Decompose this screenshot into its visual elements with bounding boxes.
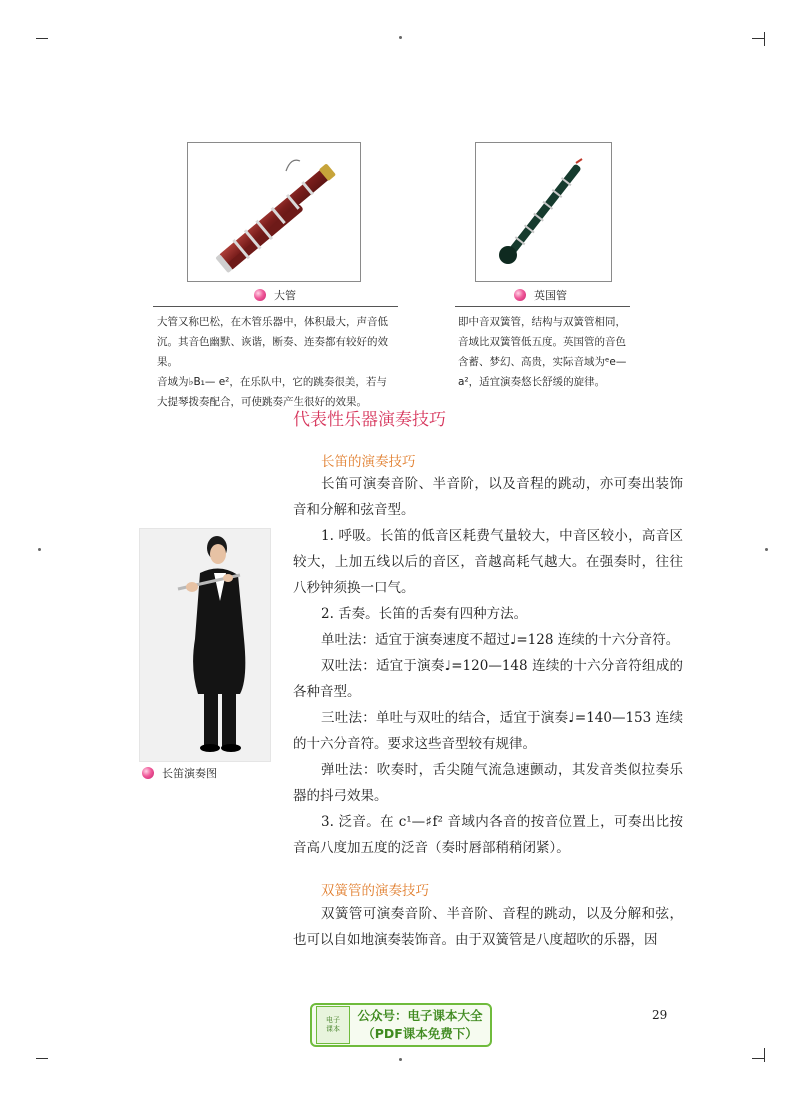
desc-line: a²，适宜演奏悠长舒缓的旋律。	[458, 376, 606, 388]
desc-line: 含蓄、梦幻、高贵，实际音域为ᵉe—	[458, 356, 627, 368]
book-logo-icon	[316, 1006, 350, 1044]
logo-line: 电子	[326, 1016, 340, 1024]
crop-mark	[764, 1048, 765, 1062]
english-horn-caption	[514, 287, 567, 303]
flute-paragraph: 弹吐法：吹奏时，舌尖随气流急速颤动，其发音类似拉奏乐器的抖弓效果。	[293, 762, 683, 804]
crop-mark	[36, 1058, 48, 1059]
desc-line: 大提琴拨奏配合，可使跳奏产生很好的效果。	[157, 396, 367, 408]
desc-line: 沉。其音色幽默、诙谐，断奏、连奏都有较好的效果。	[157, 336, 388, 368]
stamp-line: 公众号：电子课本大全	[357, 1008, 483, 1023]
bassoon-caption-rule	[153, 306, 398, 307]
crop-mark	[752, 38, 764, 39]
flute-paragraph: 2. 舌奏。长笛的舌奏有四种方法。	[321, 606, 528, 622]
flute-paragraph: 长笛可演奏音阶、半音阶，以及音程的跳动，亦可奏出装饰音和分解和弦音型。	[293, 476, 683, 518]
flute-paragraph: 双吐法：适宜于演奏♩=120—148 连续的十六分音符组成的各种音型。	[293, 658, 683, 700]
registration-dot	[399, 36, 402, 39]
bassoon-description	[157, 312, 402, 412]
flute-paragraph: 单吐法：适宜于演奏速度不超过♩=128 连续的十六分音符。	[321, 632, 680, 648]
bassoon-illustration	[188, 143, 360, 281]
stamp-text	[350, 1007, 490, 1043]
flute-paragraph: 3. 泛音。在 c¹—♯f² 音域内各音的按音位置上，可奏出比按音高八度加五度的泛音（奏时唇部稍稍闭紧）。	[293, 814, 683, 856]
crop-mark	[752, 1058, 764, 1059]
flute-subtitle: 长笛的演奏技巧	[321, 454, 416, 470]
english-horn-description	[458, 312, 638, 392]
bassoon-photo	[187, 142, 361, 282]
desc-line: 音域比双簧管低五度。英国管的音色	[458, 336, 626, 348]
oboe-paragraph: 双簧管可演奏音阶、半音阶、音程的跳动，以及分解和弦，也可以自如地演奏装饰音。由于双簧管是八度超吹的乐器，因	[293, 906, 683, 948]
flute-paragraph: 三吐法：单吐与双吐的结合，适宜于演奏♩=140—153 连续的十六分音符。要求这些音型较有规律。	[293, 710, 683, 752]
caption-bullet-icon	[514, 289, 526, 301]
crop-mark	[36, 38, 48, 39]
caption-bullet-icon	[254, 289, 266, 301]
registration-dot	[765, 548, 768, 551]
stamp-line: （PDF课本免费下）	[362, 1026, 478, 1041]
bassoon-caption	[254, 287, 296, 303]
desc-line: 大管又称巴松，在木管乐器中，体积最大，声音低	[157, 316, 388, 328]
english-horn-caption-rule	[455, 306, 630, 307]
logo-line: 课本	[326, 1025, 340, 1033]
registration-dot	[38, 548, 41, 551]
desc-line: 即中音双簧管，结构与双簧管相同，	[458, 316, 626, 328]
flute-body	[293, 471, 683, 861]
flute-paragraph: 1. 呼吸。长笛的低音区耗费气量较大，中音区较小，高音区较大，上加五线以后的音区，音越高耗气越大。在强奏时，往往八秒钟须换一口气。	[293, 528, 683, 596]
oboe-body	[293, 901, 683, 953]
desc-line: 音域为♭B₁— e²，在乐队中，它的跳奏很美，若与	[157, 376, 387, 388]
bassoon-caption-text: 大管	[274, 289, 296, 302]
flute-player-caption-text: 长笛演奏图	[162, 767, 217, 780]
registration-dot	[399, 1058, 402, 1061]
caption-bullet-icon	[142, 767, 154, 779]
english-horn-illustration	[476, 143, 611, 281]
crop-mark	[764, 32, 765, 46]
section-title: 代表性乐器演奏技巧	[293, 410, 446, 430]
flute-player-illustration	[140, 529, 270, 761]
flute-player-caption	[142, 765, 217, 781]
page-number: 29	[652, 1008, 668, 1022]
english-horn-caption-text: 英国管	[534, 289, 567, 302]
watermark-stamp	[310, 1003, 492, 1047]
oboe-subtitle: 双簧管的演奏技巧	[321, 883, 429, 899]
flute-player-photo	[139, 528, 271, 762]
english-horn-photo	[475, 142, 612, 282]
